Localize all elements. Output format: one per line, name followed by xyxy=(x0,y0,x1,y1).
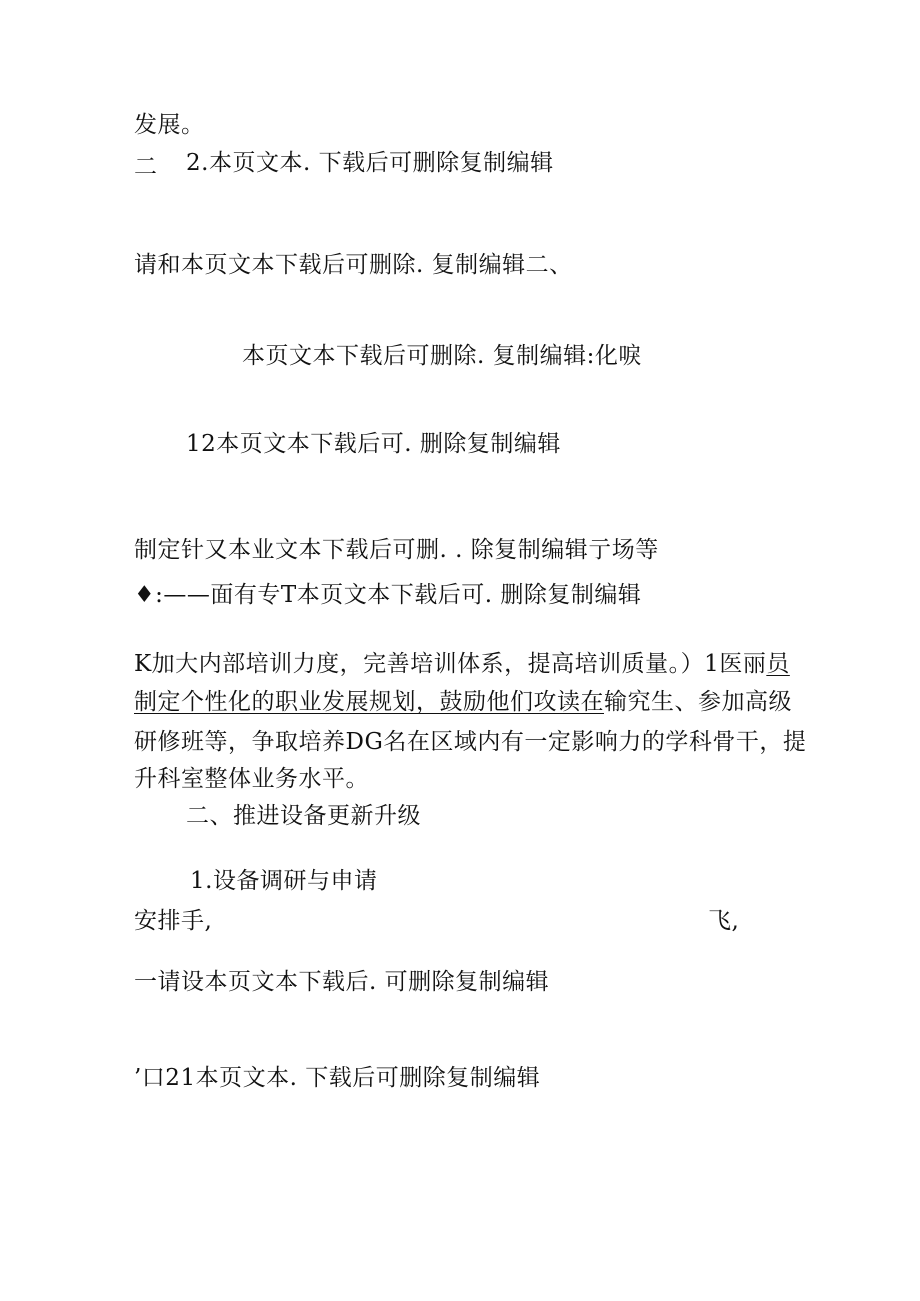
text-line-9-underlined: 员 xyxy=(766,651,790,677)
text-line-9-main: K加大内部培训力度，完善培训体系，提高培训质量。）1医丽 xyxy=(134,651,767,677)
text-line-11: 研修班等，争取培养DG名在区域内有一定影响力的学科骨干，提 xyxy=(134,729,807,755)
text-line-3: 二 xyxy=(134,154,158,180)
text-line-15-right: 飞, xyxy=(708,908,740,934)
text-line-1: 发展。 xyxy=(134,112,205,138)
text-line-10 xyxy=(134,687,792,717)
section-heading: 二、推进设备更新升级 xyxy=(186,803,421,829)
text-line-5: 本页文本下载后可删除. 复制编辑:化唳 xyxy=(242,343,642,369)
text-line-4: 请和本页文本下载后可删除. 复制编辑二、 xyxy=(134,252,573,278)
text-line-8: ♦:——面有专T本页文本下载后可. 删除复制编辑 xyxy=(134,582,642,608)
text-line-16: 一请设本页文本下载后. 可删除复制编辑 xyxy=(134,969,550,995)
subsection-heading: 1.设备调研与申请 xyxy=(190,868,378,894)
text-line-10-underlined: 制定个性化的职业发展规划，鼓励他们攻读在 xyxy=(134,689,604,715)
text-line-9 xyxy=(134,649,790,679)
text-line-6: 12本页文本下载后可. 删除复制编辑 xyxy=(186,431,561,457)
text-line-17: ’口21本页文本. 下载后可删除复制编辑 xyxy=(134,1065,541,1091)
text-line-7: 制定针又本业文本下载后可删. . 除复制编辑亍场等 xyxy=(134,537,659,563)
text-line-10-rest: 输究生、参加高级 xyxy=(604,689,792,715)
text-line-15-left: 安排手, xyxy=(134,908,213,934)
text-line-2: 2.本页文本. 下载后可删除复制编辑 xyxy=(186,150,554,176)
text-line-12: 升科室整体业务水平。 xyxy=(134,766,369,792)
